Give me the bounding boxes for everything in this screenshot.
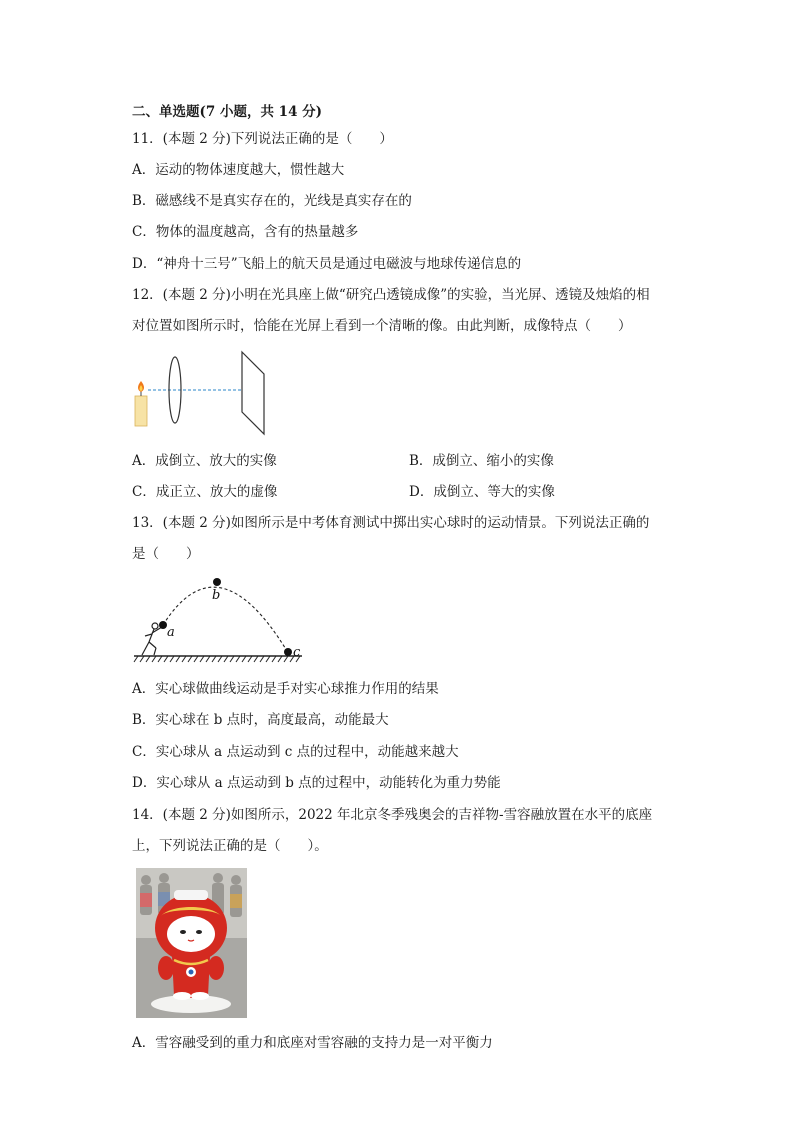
- q11-option-b: B．磁感线不是真实存在的，光线是真实存在的: [132, 193, 412, 209]
- q11-option-d: D．“神舟十三号”飞船上的航天员是通过电磁波与地球传递信息的: [132, 256, 522, 272]
- q11-option-a: A．运动的物体速度越大，惯性越大: [132, 162, 345, 178]
- screen-icon: [242, 352, 264, 434]
- q12-stem-line2: 对位置如图所示时，恰能在光屏上看到一个清晰的像。由此判断，成像特点（ ）: [132, 318, 632, 334]
- section-title: 二、单选题(7 小题，共 14 分): [132, 104, 323, 120]
- ball-b: [213, 578, 221, 586]
- q12-option-d: D．成倒立、等大的实像: [409, 484, 555, 500]
- trajectory-curve: [163, 587, 287, 651]
- q14-option-a: A．雪容融受到的重力和底座对雪容融的支持力是一对平衡力: [132, 1035, 493, 1051]
- thrower-icon: [142, 623, 162, 655]
- q11-stem: 11．(本题 2 分)下列说法正确的是（ ）: [132, 131, 393, 147]
- q12-option-a: A．成倒立、放大的实像: [132, 453, 277, 469]
- candle-icon: [135, 381, 147, 426]
- q13-option-d: D．实心球从 a 点运动到 b 点的过程中，动能转化为重力势能: [132, 775, 501, 791]
- ball-a: [159, 621, 167, 629]
- q13-option-b: B．实心球在 b 点时，高度最高，动能最大: [132, 712, 389, 728]
- label-a: a: [167, 625, 175, 640]
- q13-option-c: C．实心球从 a 点运动到 c 点的过程中，动能越来越大: [132, 744, 459, 760]
- ball-c: [284, 648, 292, 656]
- q13-option-a: A．实心球做曲线运动是手对实心球推力作用的结果: [132, 681, 439, 697]
- q12-stem-line1: 12．(本题 2 分)小明在光具座上做“研究凸透镜成像”的实验，当光屏、透镜及烛焰的相: [132, 287, 650, 303]
- q12-option-b: B．成倒立、缩小的实像: [409, 453, 554, 469]
- q11-option-c: C．物体的温度越高，含有的热量越多: [132, 224, 359, 240]
- lens-experiment-figure: [128, 348, 278, 438]
- q12-option-c: C．成正立、放大的虚像: [132, 484, 278, 500]
- q13-stem-line1: 13．(本题 2 分)如图所示是中考体育测试中掷出实心球时的运动情景。下列说法正确的: [132, 515, 650, 531]
- q14-stem-line1: 14．(本题 2 分)如图所示，2022 年北京冬季残奥会的吉祥物-雪容融放置在水平的底座: [132, 807, 653, 823]
- q14-stem-line2: 上，下列说法正确的是（ ）。: [132, 838, 328, 854]
- shot-put-figure: [130, 572, 310, 667]
- label-b: b: [212, 588, 221, 603]
- mascot-photo: [136, 868, 247, 1018]
- q13-stem-line2: 是（ ）: [132, 546, 200, 562]
- label-c: c: [293, 645, 301, 660]
